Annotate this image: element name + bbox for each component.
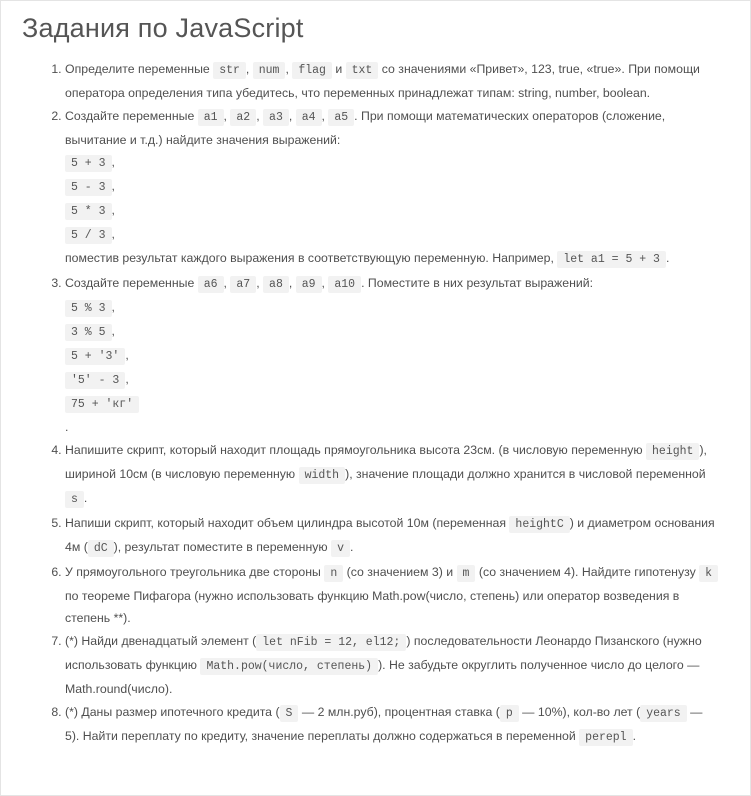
code-expr: 5 % 3 <box>65 300 112 317</box>
text: . При помощи математических операторов (сложение, вычитание и т.д.) найдите значения выражений: <box>65 109 666 147</box>
expression <box>65 199 720 223</box>
task-1 <box>65 58 720 104</box>
code-s: s <box>65 491 84 508</box>
text: поместив результат каждого выражения в соответствующую переменную. Например, <box>65 251 558 265</box>
expression <box>65 320 720 344</box>
text: по теореме Пифагора (нужно использовать функцию Math.pow(число, степень) или оператор возведения в степень **). <box>65 589 680 625</box>
sep: , <box>256 276 264 290</box>
comma: , <box>111 300 115 314</box>
code-expr: 75 + 'кг' <box>65 396 139 413</box>
text: (*) Найди двенадцатый элемент ( <box>65 634 257 648</box>
sep: , <box>223 276 231 290</box>
code-flag: flag <box>292 62 332 79</box>
text: — 2 млн.руб), процентная ставка ( <box>298 705 500 719</box>
code-math-pow: Math.pow(число, степень) <box>200 658 378 675</box>
code-S: S <box>280 705 299 722</box>
sep: , <box>321 109 329 123</box>
code-example: let a1 = 5 + 3 <box>557 251 666 268</box>
code-a7: a7 <box>230 276 256 293</box>
code-a9: a9 <box>296 276 322 293</box>
text: ) последовательности Леонардо Пизанского (нужно использовать функцию <box>65 634 702 672</box>
code-v: v <box>331 540 350 557</box>
text: Напишите скрипт, который находит площадь прямоугольника высота 23см. (в числовую переменную <box>65 443 647 457</box>
code-nfib: let nFib = 12, el12; <box>256 634 406 651</box>
text: ), значение площади должно хранится в числовой переменной <box>345 467 706 481</box>
code-height: height <box>646 443 699 460</box>
text: ). Не забудьте округлить полученное число до целого — Math.round(число). <box>65 658 700 696</box>
code-a8: a8 <box>263 276 289 293</box>
task-3 <box>65 272 720 438</box>
expression <box>65 296 720 320</box>
sep: , <box>321 276 329 290</box>
sep: , <box>223 109 231 123</box>
text: (со значением 3) и <box>343 565 457 579</box>
code-k: k <box>699 565 718 582</box>
code-perepl: perepl <box>579 729 632 746</box>
task-5 <box>65 512 720 560</box>
text: ), шириной 10см (в числовую переменную <box>65 443 707 481</box>
code-m: m <box>457 565 476 582</box>
code-width: width <box>299 467 346 484</box>
text: Напиши скрипт, который находит объем цилиндра высотой 10м (переменная <box>65 516 510 530</box>
expression <box>65 175 720 199</box>
code-n: n <box>324 565 343 582</box>
text: (со значением 4). Найдите гипотенузу <box>475 565 700 579</box>
code-a6: a6 <box>198 276 224 293</box>
trailing-dot: . <box>65 420 69 434</box>
text: . <box>83 491 88 505</box>
text: . <box>349 540 354 554</box>
task-8 <box>65 701 720 749</box>
task-7 <box>65 630 720 700</box>
text: — 5). Найти переплату по кредиту, значение переплаты должно содержаться в переменной <box>65 705 703 743</box>
text: ), результат поместите в переменную <box>113 540 332 554</box>
code-p: p <box>500 705 519 722</box>
sep: , <box>288 276 296 290</box>
text: Создайте переменные <box>65 109 198 123</box>
code-expr: 5 / 3 <box>65 227 112 244</box>
expression <box>65 151 720 175</box>
expression <box>65 392 720 416</box>
text: . Поместите в них результат выражений: <box>361 276 594 290</box>
sep: , <box>285 62 293 76</box>
code-expr: '5' - 3 <box>65 372 125 389</box>
task-6 <box>65 561 720 629</box>
text: . <box>632 729 637 743</box>
code-a10: a10 <box>328 276 361 293</box>
code-expr: 5 - 3 <box>65 179 112 196</box>
comma: , <box>125 348 129 362</box>
sep: , <box>288 109 296 123</box>
text: со значениями «Привет», 123, true, «true». При помощи оператора определения типа убедитесь, что переменных принадлежат типам: string, number, boolean. <box>65 62 700 100</box>
expression <box>65 368 720 392</box>
expression <box>65 344 720 368</box>
text: У прямоугольного треугольника две стороны <box>65 565 325 579</box>
code-expr: 5 * 3 <box>65 203 112 220</box>
sep: , <box>256 109 264 123</box>
code-a5: a5 <box>328 109 354 126</box>
code-txt: txt <box>346 62 379 79</box>
code-a4: a4 <box>296 109 322 126</box>
code-heightC: heightC <box>509 516 569 533</box>
code-expr: 3 % 5 <box>65 324 112 341</box>
code-a2: a2 <box>230 109 256 126</box>
task-4 <box>65 439 720 511</box>
page-title: Задания по JavaScript <box>22 13 304 43</box>
code-expr: 5 + '3' <box>65 348 125 365</box>
text: . <box>665 251 670 265</box>
task-2 <box>65 105 720 271</box>
sep: и <box>331 62 346 76</box>
code-str: str <box>213 62 246 79</box>
text: (*) Даны размер ипотечного кредита ( <box>65 705 280 719</box>
comma: , <box>111 155 115 169</box>
text: Создайте переменные <box>65 276 198 290</box>
comma: , <box>111 203 115 217</box>
comma: , <box>111 324 115 338</box>
comma: , <box>111 227 115 241</box>
code-a3: a3 <box>263 109 289 126</box>
comma: , <box>125 372 129 386</box>
code-a1: a1 <box>198 109 224 126</box>
code-expr: 5 + 3 <box>65 155 112 172</box>
text: Определите переменные <box>65 62 214 76</box>
text: ) и диаметром основания 4м ( <box>65 516 715 554</box>
expression <box>65 223 720 247</box>
text: — 10%), кол-во лет ( <box>518 705 641 719</box>
sep: , <box>245 62 253 76</box>
code-num: num <box>253 62 286 79</box>
comma: , <box>111 179 115 193</box>
code-dC: dC <box>88 540 114 557</box>
task-list <box>50 58 720 750</box>
code-years: years <box>640 705 687 722</box>
